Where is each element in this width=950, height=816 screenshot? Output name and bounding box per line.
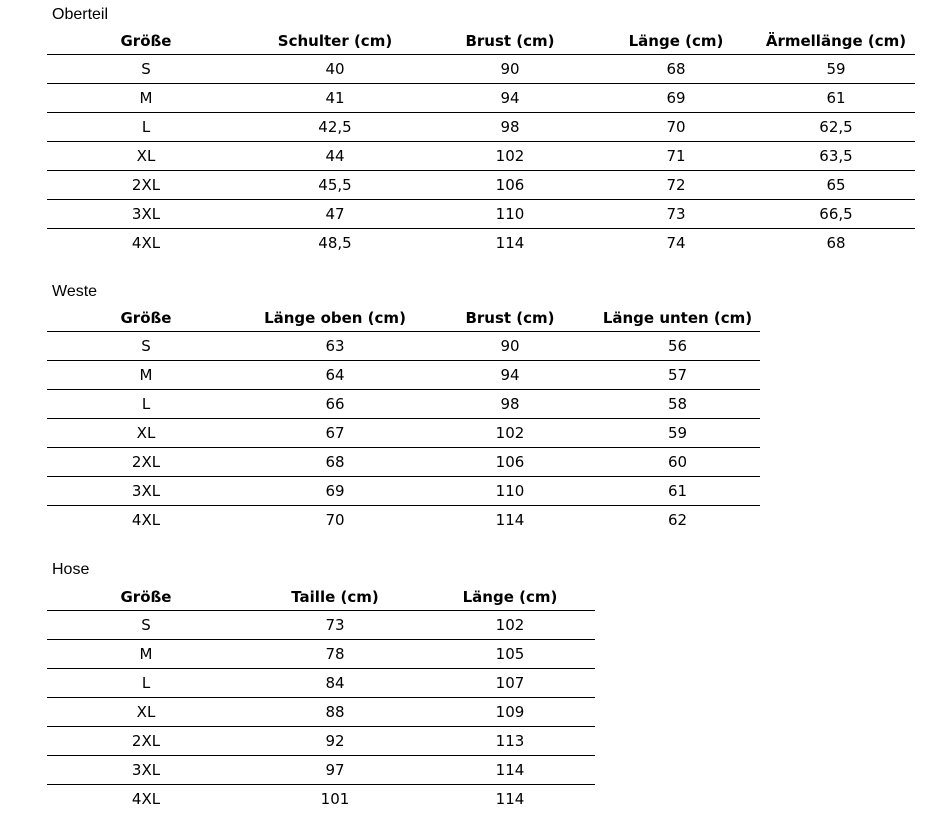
table-cell: 69 <box>245 477 425 506</box>
table-cell: 94 <box>425 84 595 113</box>
table-cell: 113 <box>425 727 595 756</box>
table-cell: 4XL <box>131 790 161 808</box>
column-header: Größe <box>47 304 245 332</box>
table-cell: XL <box>47 698 245 727</box>
table-row <box>47 448 760 477</box>
table-cell: 57 <box>595 361 760 390</box>
table-cell: 64 <box>245 361 425 390</box>
section-title-weste: Weste <box>52 283 98 300</box>
table-cell: 66,5 <box>757 200 915 229</box>
section-title-oberteil: Oberteil <box>52 6 109 23</box>
table-cell: 44 <box>245 142 425 171</box>
size-table-weste <box>47 304 760 534</box>
table-cell: 70 <box>595 113 757 142</box>
table-cell: 4XL <box>131 234 161 252</box>
table-cell: 42,5 <box>245 113 425 142</box>
table-cell: 68 <box>826 234 846 252</box>
table-cell: XL <box>47 142 245 171</box>
table-cell: 114 <box>495 790 525 808</box>
table-cell: 74 <box>666 234 686 252</box>
table-cell: 62 <box>667 511 688 529</box>
column-header: Brust (cm) <box>425 304 595 332</box>
table-row <box>47 785 595 814</box>
table-cell: 59 <box>757 55 915 84</box>
table-cell: 84 <box>245 669 425 698</box>
size-table-oberteil <box>47 27 915 257</box>
table-cell: L <box>47 390 245 419</box>
table-cell: 106 <box>425 448 595 477</box>
table-cell: 107 <box>425 669 595 698</box>
table-cell: S <box>47 611 245 640</box>
table-cell: 2XL <box>47 448 245 477</box>
table-cell: 73 <box>245 611 425 640</box>
table-cell: 61 <box>595 477 760 506</box>
table-header-row <box>47 27 915 55</box>
table-row <box>47 698 595 727</box>
table-cell: 60 <box>595 448 760 477</box>
table-row <box>47 171 915 200</box>
size-table-hose <box>47 583 595 813</box>
table-cell: 109 <box>425 698 595 727</box>
section-title-hose: Hose <box>52 561 90 578</box>
table-cell: 2XL <box>47 171 245 200</box>
table-row <box>47 142 915 171</box>
table-cell: 40 <box>245 55 425 84</box>
table-cell: 3XL <box>47 200 245 229</box>
column-header: Schulter (cm) <box>245 27 425 55</box>
table-cell: 68 <box>595 55 757 84</box>
table-cell: M <box>47 361 245 390</box>
table-row <box>47 332 760 361</box>
table-cell: 69 <box>595 84 757 113</box>
table-row <box>47 756 595 785</box>
table-cell: 102 <box>425 142 595 171</box>
table-row <box>47 611 595 640</box>
column-header: Taille (cm) <box>245 583 425 611</box>
table-row <box>47 229 915 258</box>
table-cell: 72 <box>595 171 757 200</box>
table-row <box>47 113 915 142</box>
table-cell: 102 <box>425 419 595 448</box>
table-cell: S <box>47 332 245 361</box>
table-cell: 114 <box>425 756 595 785</box>
table-cell: 67 <box>245 419 425 448</box>
table-header-row <box>47 304 760 332</box>
table-cell: 3XL <box>47 756 245 785</box>
column-header: Brust (cm) <box>425 27 595 55</box>
table-cell: 61 <box>757 84 915 113</box>
table-cell: 78 <box>245 640 425 669</box>
table-cell: M <box>47 84 245 113</box>
table-cell: 92 <box>245 727 425 756</box>
table-cell: 114 <box>495 511 525 529</box>
table-row <box>47 84 915 113</box>
table-cell: 98 <box>425 113 595 142</box>
table-cell: 47 <box>245 200 425 229</box>
table-cell: 73 <box>595 200 757 229</box>
table-cell: L <box>47 669 245 698</box>
table-row <box>47 390 760 419</box>
table-cell: M <box>47 640 245 669</box>
table-row <box>47 506 760 535</box>
table-cell: 98 <box>425 390 595 419</box>
column-header: Länge unten (cm) <box>595 304 760 332</box>
table-row <box>47 727 595 756</box>
table-cell: 110 <box>425 200 595 229</box>
table-cell: 3XL <box>47 477 245 506</box>
table-cell: 62,5 <box>757 113 915 142</box>
table-cell: 114 <box>495 234 525 252</box>
table-cell: 90 <box>425 332 595 361</box>
table-cell: 102 <box>425 611 595 640</box>
table-cell: S <box>47 55 245 84</box>
column-header: Größe <box>47 583 245 611</box>
table-cell: 65 <box>757 171 915 200</box>
table-cell: 110 <box>425 477 595 506</box>
table-row <box>47 55 915 84</box>
table-row <box>47 477 760 506</box>
table-cell: 48,5 <box>318 234 352 252</box>
table-cell: 97 <box>245 756 425 785</box>
table-cell: 90 <box>425 55 595 84</box>
table-row <box>47 361 760 390</box>
table-cell: 101 <box>320 790 350 808</box>
table-cell: 94 <box>425 361 595 390</box>
table-cell: 63,5 <box>757 142 915 171</box>
table-cell: 88 <box>245 698 425 727</box>
table-row <box>47 640 595 669</box>
table-row <box>47 419 760 448</box>
table-cell: L <box>47 113 245 142</box>
table-cell: 56 <box>595 332 760 361</box>
table-cell: 45,5 <box>245 171 425 200</box>
table-cell: 41 <box>245 84 425 113</box>
table-cell: XL <box>47 419 245 448</box>
column-header: Ärmellänge (cm) <box>757 27 915 55</box>
table-cell: 58 <box>595 390 760 419</box>
table-cell: 4XL <box>131 511 161 529</box>
column-header: Länge (cm) <box>595 27 757 55</box>
table-cell: 105 <box>425 640 595 669</box>
column-header: Länge oben (cm) <box>245 304 425 332</box>
column-header: Größe <box>47 27 245 55</box>
column-header: Länge (cm) <box>425 583 595 611</box>
table-cell: 71 <box>595 142 757 171</box>
table-cell: 68 <box>245 448 425 477</box>
table-cell: 2XL <box>47 727 245 756</box>
table-cell: 59 <box>595 419 760 448</box>
table-cell: 70 <box>325 511 345 529</box>
table-row <box>47 200 915 229</box>
table-cell: 66 <box>245 390 425 419</box>
table-header-row <box>47 583 595 611</box>
table-row <box>47 669 595 698</box>
table-cell: 106 <box>425 171 595 200</box>
table-cell: 63 <box>245 332 425 361</box>
